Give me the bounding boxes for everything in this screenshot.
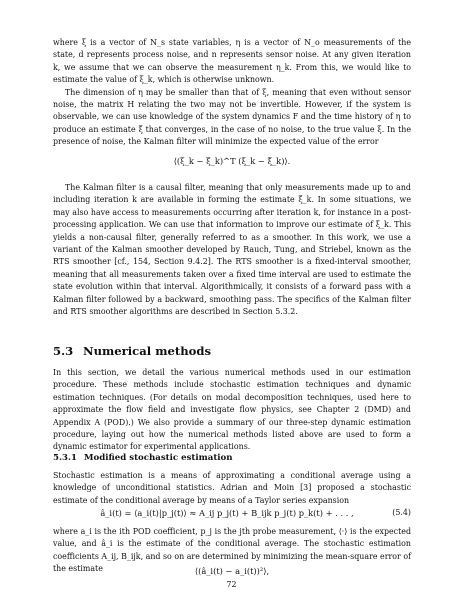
paragraph-kalman-smoother: The Kalman filter is a causal filter, meaning that only measurements made up to and including iteration k are available in forming the estimate ξ̂_k. In some situations, we may also have access to measurements occurring after iteration k, for instance in a post-processing application. We can use that information to improve our estimate of ξ_k. This yields a non-causal filter, generally referred to as a smoother. In this work, we use a variant of the Kalman smoother developed by Rauch, Tung, and Striebel, known as the RTS smoother [cf., 154, Section 9.4.2]. The RTS smoother is a fixed-interval smoother, meaning that all measurements taken over a fixed time interval are used to estimate the state evolution within that interval. Algorithmically, it consists of a forward pass with a Kalman filter followed by a backward, smoothing pass. The specifics of the Kalman filter and RTS smoother algorithms are described in Section 5.3.2. bbox=[53, 183, 411, 317]
paragraph-state-variables: where ξ is a vector of N_s state variables, η is a vector of N_o measurements of the state, d represents process noise, and n represents sensor noise. At any given iteration k, we assume that we can observe the measurement η_k. From this, we would like to estimate the value of ξ_k, which is otherwise unknown. bbox=[53, 38, 411, 85]
body-text-smoother bbox=[53, 182, 411, 318]
equation-taylor-expansion: â_i(t) = ⟨a_i(t)|p_j(t)⟩ ≈ A_ij p_j(t) + B_ijk p_j(t) p_k(t) + . . . , bbox=[100, 508, 354, 518]
body-text-numerical bbox=[53, 367, 411, 454]
paragraph-stochastic-estimation: Stochastic estimation is a means of approximating a conditional average using a knowledge of unconditional statistics. Adrian and Moin [3] proposed a stochastic estimate of the conditional average by means of a Taylor series expansion bbox=[53, 471, 411, 505]
section-number: 5.3 bbox=[53, 344, 74, 358]
equation-mean-square-error: ⟨(â_i(t) − a_i(t))²⟩, bbox=[194, 566, 270, 576]
paragraph-observability: The dimension of η may be smaller than that of ξ, meaning that even without sensor noise, the matrix H relating the two may not be invertible. However, if the system is observable, we can use knowledge of the system dynamics F and the time history of η to produce an estimate ξ̂ that converges, in the case of no noise, to the true value ξ. In the presence of noise, the Kalman filter will minimize the expected value of the error bbox=[53, 87, 411, 147]
equation-expected-error: ⟨(ξ_k − ξ̂_k)^T (ξ_k − ξ̂_k)⟩. bbox=[173, 156, 291, 166]
subsection-number: 5.3.1 bbox=[53, 453, 77, 463]
paragraph-coefficients: where a_i is the ith POD coefficient, p_j is the jth probe measurement, ⟨·⟩ is the expected value, and â_i is the estimate of the conditional average. The stochastic estimation coefficients A_ij, B_ijk, and so on are determined by minimizing the mean-square error of the estimate bbox=[53, 527, 411, 574]
body-text-top bbox=[53, 37, 411, 149]
paragraph-numerical-methods: In this section, we detail the various numerical methods used in our estimation procedure. These methods include stochastic estimation techniques and dynamic estimation techniques. (For details on modal decomposition techniques, used here to approximate the flow field and investigate flow physics, see Chapter 2 (DMD) and Appendix A (POD).) We also provide a summary of our three-step dynamic estimation procedure, laying out how the numerical methods listed above are used to form a dynamic estimator for experimental applications. bbox=[53, 368, 411, 452]
section-heading bbox=[53, 344, 211, 358]
body-text-stochastic bbox=[53, 470, 411, 507]
equation-number: (5.4) bbox=[392, 508, 411, 517]
subsection-heading bbox=[53, 452, 233, 464]
page-number: 72 bbox=[226, 580, 237, 589]
subsection-title: Modified stochastic estimation bbox=[84, 453, 233, 463]
section-title: Numerical methods bbox=[83, 344, 211, 358]
